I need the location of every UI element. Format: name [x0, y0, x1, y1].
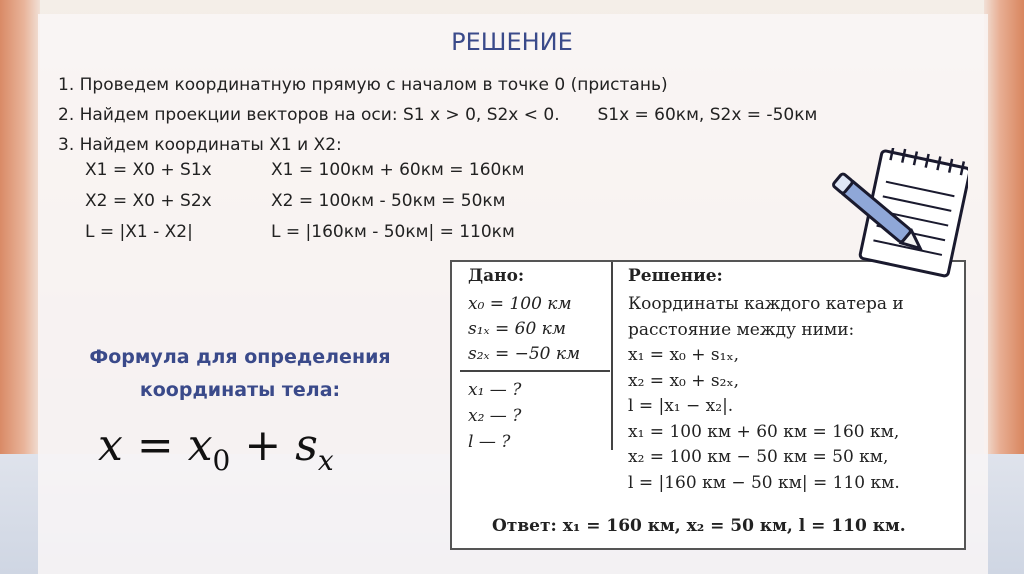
unknown-item: l — ?: [468, 432, 511, 452]
unknown-list: [468, 377, 521, 455]
problem-box: [450, 260, 966, 550]
solution-line: расстояние между ними:: [628, 319, 855, 340]
slide-title: РЕШЕНИЕ: [451, 28, 573, 56]
formula-x: x: [187, 420, 213, 471]
step-1: 1. Проведем координатную прямую с началом в точке 0 (пристань): [58, 75, 668, 95]
calc-formula: L = |X1 - X2|: [85, 222, 193, 242]
solution-line: x₂ = x₀ + s₂ₓ,: [628, 370, 740, 391]
solution-line: x₁ = x₀ + s₁ₓ,: [628, 345, 740, 365]
given-item: s₂ₓ = −50 км: [468, 344, 581, 364]
solution-title: Решение:: [628, 266, 723, 286]
calc-row-x1: [85, 160, 585, 191]
formula-caption: [70, 341, 410, 407]
calc-formula: X1 = X0 + S1x: [85, 160, 212, 180]
solution-list: [628, 292, 904, 496]
formula-x-sub: 0: [212, 443, 231, 477]
calc-row-x2: [85, 191, 585, 222]
divider-horizontal: [460, 370, 610, 372]
step-2: 2. Найдем проекции векторов на оси: S1 x > 0, S2x < 0. S1x = 60км, S2x = -50км: [58, 105, 818, 125]
unknown-item: x₁ — ?: [468, 380, 522, 400]
solution-line: x₁ = 100 км + 60 км = 160 км,: [628, 421, 900, 442]
formula-caption-line2: координаты тела:: [139, 379, 341, 401]
calc-formula: X2 = X0 + S2x: [85, 191, 212, 211]
calc-row-l: [85, 222, 585, 253]
calc-value: X2 = 100км - 50км = 50км: [271, 191, 506, 211]
calculations: [85, 160, 585, 253]
given-item: x₀ = 100 км: [468, 294, 572, 314]
given-list: [468, 292, 580, 367]
solution-steps: [58, 70, 817, 160]
given-item: s₁ₓ = 60 км: [468, 319, 566, 339]
solution-line: x₂ = 100 км − 50 км = 50 км,: [628, 447, 889, 467]
calc-value: L = |160км - 50км| = 110км: [271, 222, 515, 242]
unknown-item: x₂ — ?: [468, 406, 522, 426]
divider-vertical: [611, 262, 613, 450]
formula-eq: =: [136, 420, 174, 471]
solution-line: l = |x₁ − x₂|.: [628, 396, 734, 416]
given-title: Дано:: [468, 266, 525, 286]
formula-caption-line1: Формула для определения: [89, 346, 391, 368]
solution-line: Координаты каждого катера и: [628, 294, 904, 314]
notepad-pencil-icon: [818, 148, 968, 278]
formula-lhs: x: [98, 420, 123, 471]
step-3: 3. Найдем координаты X1 и X2:: [58, 135, 342, 155]
formula-s: s: [295, 420, 318, 471]
coordinate-formula: [98, 420, 334, 477]
answer: Ответ: x₁ = 160 км, x₂ = 50 км, l = 110 км.: [492, 516, 906, 536]
formula-s-sub: x: [317, 443, 334, 477]
formula-plus: +: [244, 420, 282, 471]
calc-value: X1 = 100км + 60км = 160км: [271, 160, 525, 180]
solution-line: l = |160 км − 50 км| = 110 км.: [628, 472, 900, 493]
